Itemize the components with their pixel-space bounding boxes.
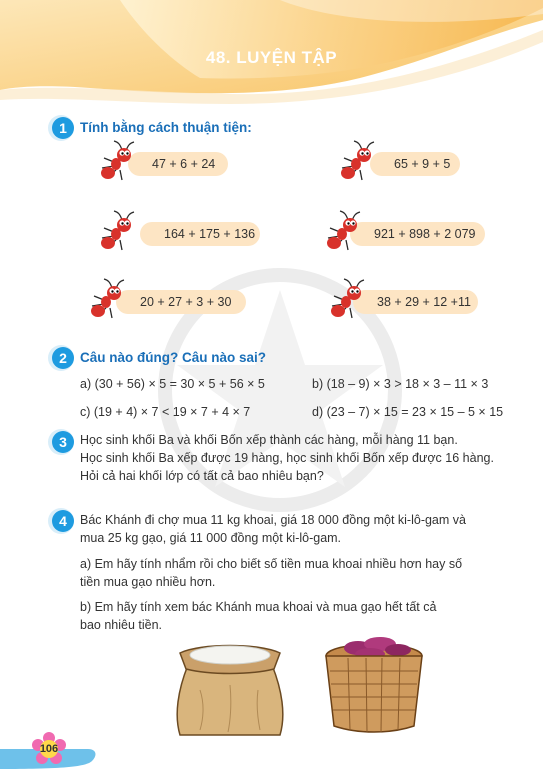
ant-icon xyxy=(86,278,130,322)
ant-icon xyxy=(326,278,370,322)
ant-icon xyxy=(336,140,380,184)
exercise-2-title: Câu nào đúng? Câu nào sai? xyxy=(80,350,267,365)
sweet-potato-basket-icon xyxy=(318,626,430,738)
statement-c: c) (19 + 4) × 7 < 19 × 7 + 4 × 7 xyxy=(80,405,251,419)
exercise-4-part-b xyxy=(80,598,530,634)
page-number: 106 xyxy=(39,743,59,755)
text-line: a) Em hãy tính nhẩm rồi cho biết số tiền mua khoai nhiều hơn hay số xyxy=(80,557,463,571)
text-line: Học sinh khối Ba và khối Bốn xếp thành các hàng, mỗi hàng 11 bạn. xyxy=(80,433,458,447)
text-line: mua 25 kg gạo, giá 11 000 đồng một ki-lô-gam. xyxy=(80,531,342,545)
expression-2: 65 + 9 + 5 xyxy=(370,152,460,176)
expression-1: 47 + 6 + 24 xyxy=(128,152,228,176)
text-line: tiền mua gạo nhiều hơn. xyxy=(80,575,216,589)
expression-6: 38 + 29 + 12 +11 xyxy=(353,290,478,314)
text-line: b) Em hãy tính xem bác Khánh mua khoai và mua gạo hết tất cả xyxy=(80,600,437,614)
text-line: Học sinh khối Ba xếp được 19 hàng, học sinh khối Bốn xếp được 16 hàng. xyxy=(80,451,494,465)
ant-icon xyxy=(96,140,140,184)
exercise-4-intro xyxy=(80,511,530,547)
ant-icon xyxy=(322,210,366,254)
exercise-1-title: Tính bằng cách thuận tiện: xyxy=(80,120,252,135)
expression-4: 921 + 898 + 2 079 xyxy=(350,222,485,246)
exercise-4-part-a xyxy=(80,555,530,591)
expression-5: 20 + 27 + 3 + 30 xyxy=(116,290,246,314)
text-line: bao nhiêu tiền. xyxy=(80,618,163,632)
statement-a: a) (30 + 56) × 5 = 30 × 5 + 56 × 5 xyxy=(80,377,265,391)
exercise-3-badge: 3 xyxy=(52,431,74,453)
statement-b: b) (18 – 9) × 3 > 18 × 3 – 11 × 3 xyxy=(312,377,489,391)
ant-icon xyxy=(96,210,140,254)
page-title: 48. LUYỆN TẬP xyxy=(205,48,338,67)
statement-d: d) (23 – 7) × 15 = 23 × 15 – 5 × 15 xyxy=(312,405,504,419)
exercise-2-badge: 2 xyxy=(52,347,74,369)
exercise-4-badge: 4 xyxy=(52,510,74,532)
rice-sack-icon xyxy=(170,635,290,740)
text-line: Bác Khánh đi chợ mua 11 kg khoai, giá 18 000 đồng một ki-lô-gam và xyxy=(80,513,466,527)
exercise-3-text xyxy=(80,431,530,485)
exercise-1-badge: 1 xyxy=(52,117,74,139)
footer-bar xyxy=(0,741,543,772)
expression-3: 164 + 175 + 136 xyxy=(140,222,260,246)
text-line: Hỏi cả hai khối lớp có tất cả bao nhiêu bạn? xyxy=(80,469,324,483)
